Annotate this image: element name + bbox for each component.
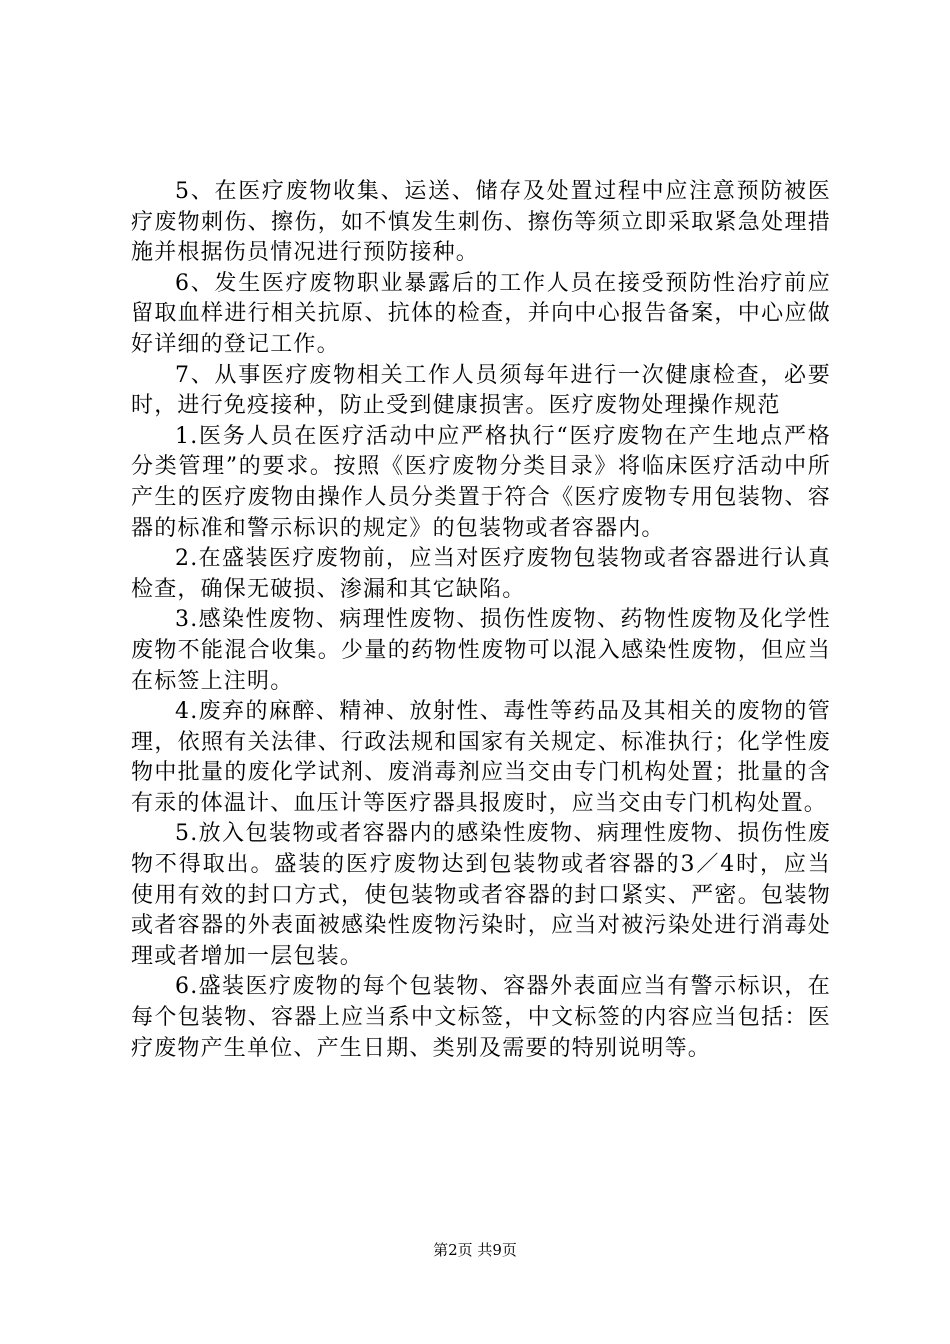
- paragraph-1: 5、在医疗废物收集、运送、储存及处置过程中应注意预防被医疗废物刺伤、擦伤，如不慎发生刺伤、擦伤等须立即采取紧急处理措施并根据伤员情况进行预防接种。: [131, 179, 831, 266]
- page-number-label: 第2页 共9页: [433, 1241, 517, 1259]
- paragraph-4: 1.医务人员在医疗活动中应严格执行“医疗废物在产生地点严格分类管理”的要求。按照《医疗废物分类目录》将临床医疗活动中所产生的医疗废物由操作人员分类置于符合《医疗废物专用包装物、容器的标准和警示标识的规定》的包装物或者容器内。: [131, 423, 831, 541]
- paragraph-5: 2.在盛装医疗废物前，应当对医疗废物包装物或者容器进行认真检查，确保无破损、渗漏和其它缺陷。: [131, 546, 831, 602]
- paragraph-3: 7、从事医疗废物相关工作人员须每年进行一次健康检查，必要时，进行免疫接种，防止受到健康损害。医疗废物处理操作规范: [131, 362, 831, 419]
- page-footer: [0, 1240, 950, 1260]
- paragraph-7: 4.废弃的麻醉、精神、放射性、毒性等药品及其相关的废物的管理，依照有关法律、行政法规和国家有关规定、标准执行；化学性废物中批量的废化学试剂、废消毒剂应当交由专门机构处置；批量的含有汞的体温计、血压计等医疗器具报废时，应当交由专门机构处置。: [131, 699, 831, 816]
- paragraph-6: 3.感染性废物、病理性废物、损伤性废物、药物性废物及化学性废物不能混合收集。少量的药物性废物可以混入感染性废物，但应当在标签上注明。: [131, 607, 831, 694]
- document-body: [131, 177, 831, 1064]
- paragraph-2: 6、发生医疗废物职业暴露后的工作人员在接受预防性治疗前应留取血样进行相关抗原、抗体的检查，并向中心报告备案，中心应做好详细的登记工作。: [131, 270, 831, 357]
- paragraph-8: 5.放入包装物或者容器内的感染性废物、病理性废物、损伤性废物不得取出。盛装的医疗废物达到包装物或者容器的3／4时，应当使用有效的封口方式，使包装物或者容器的封口紧实、严密。包装物或者容器的外表面被感染性废物污染时，应当对被污染处进行消毒处理或者增加一层包装。: [131, 821, 831, 969]
- paragraph-9: 6.盛装医疗废物的每个包装物、容器外表面应当有警示标识，在每个包装物、容器上应当系中文标签，中文标签的内容应当包括：医疗废物产生单位、产生日期、类别及需要的特别说明等。: [131, 974, 831, 1061]
